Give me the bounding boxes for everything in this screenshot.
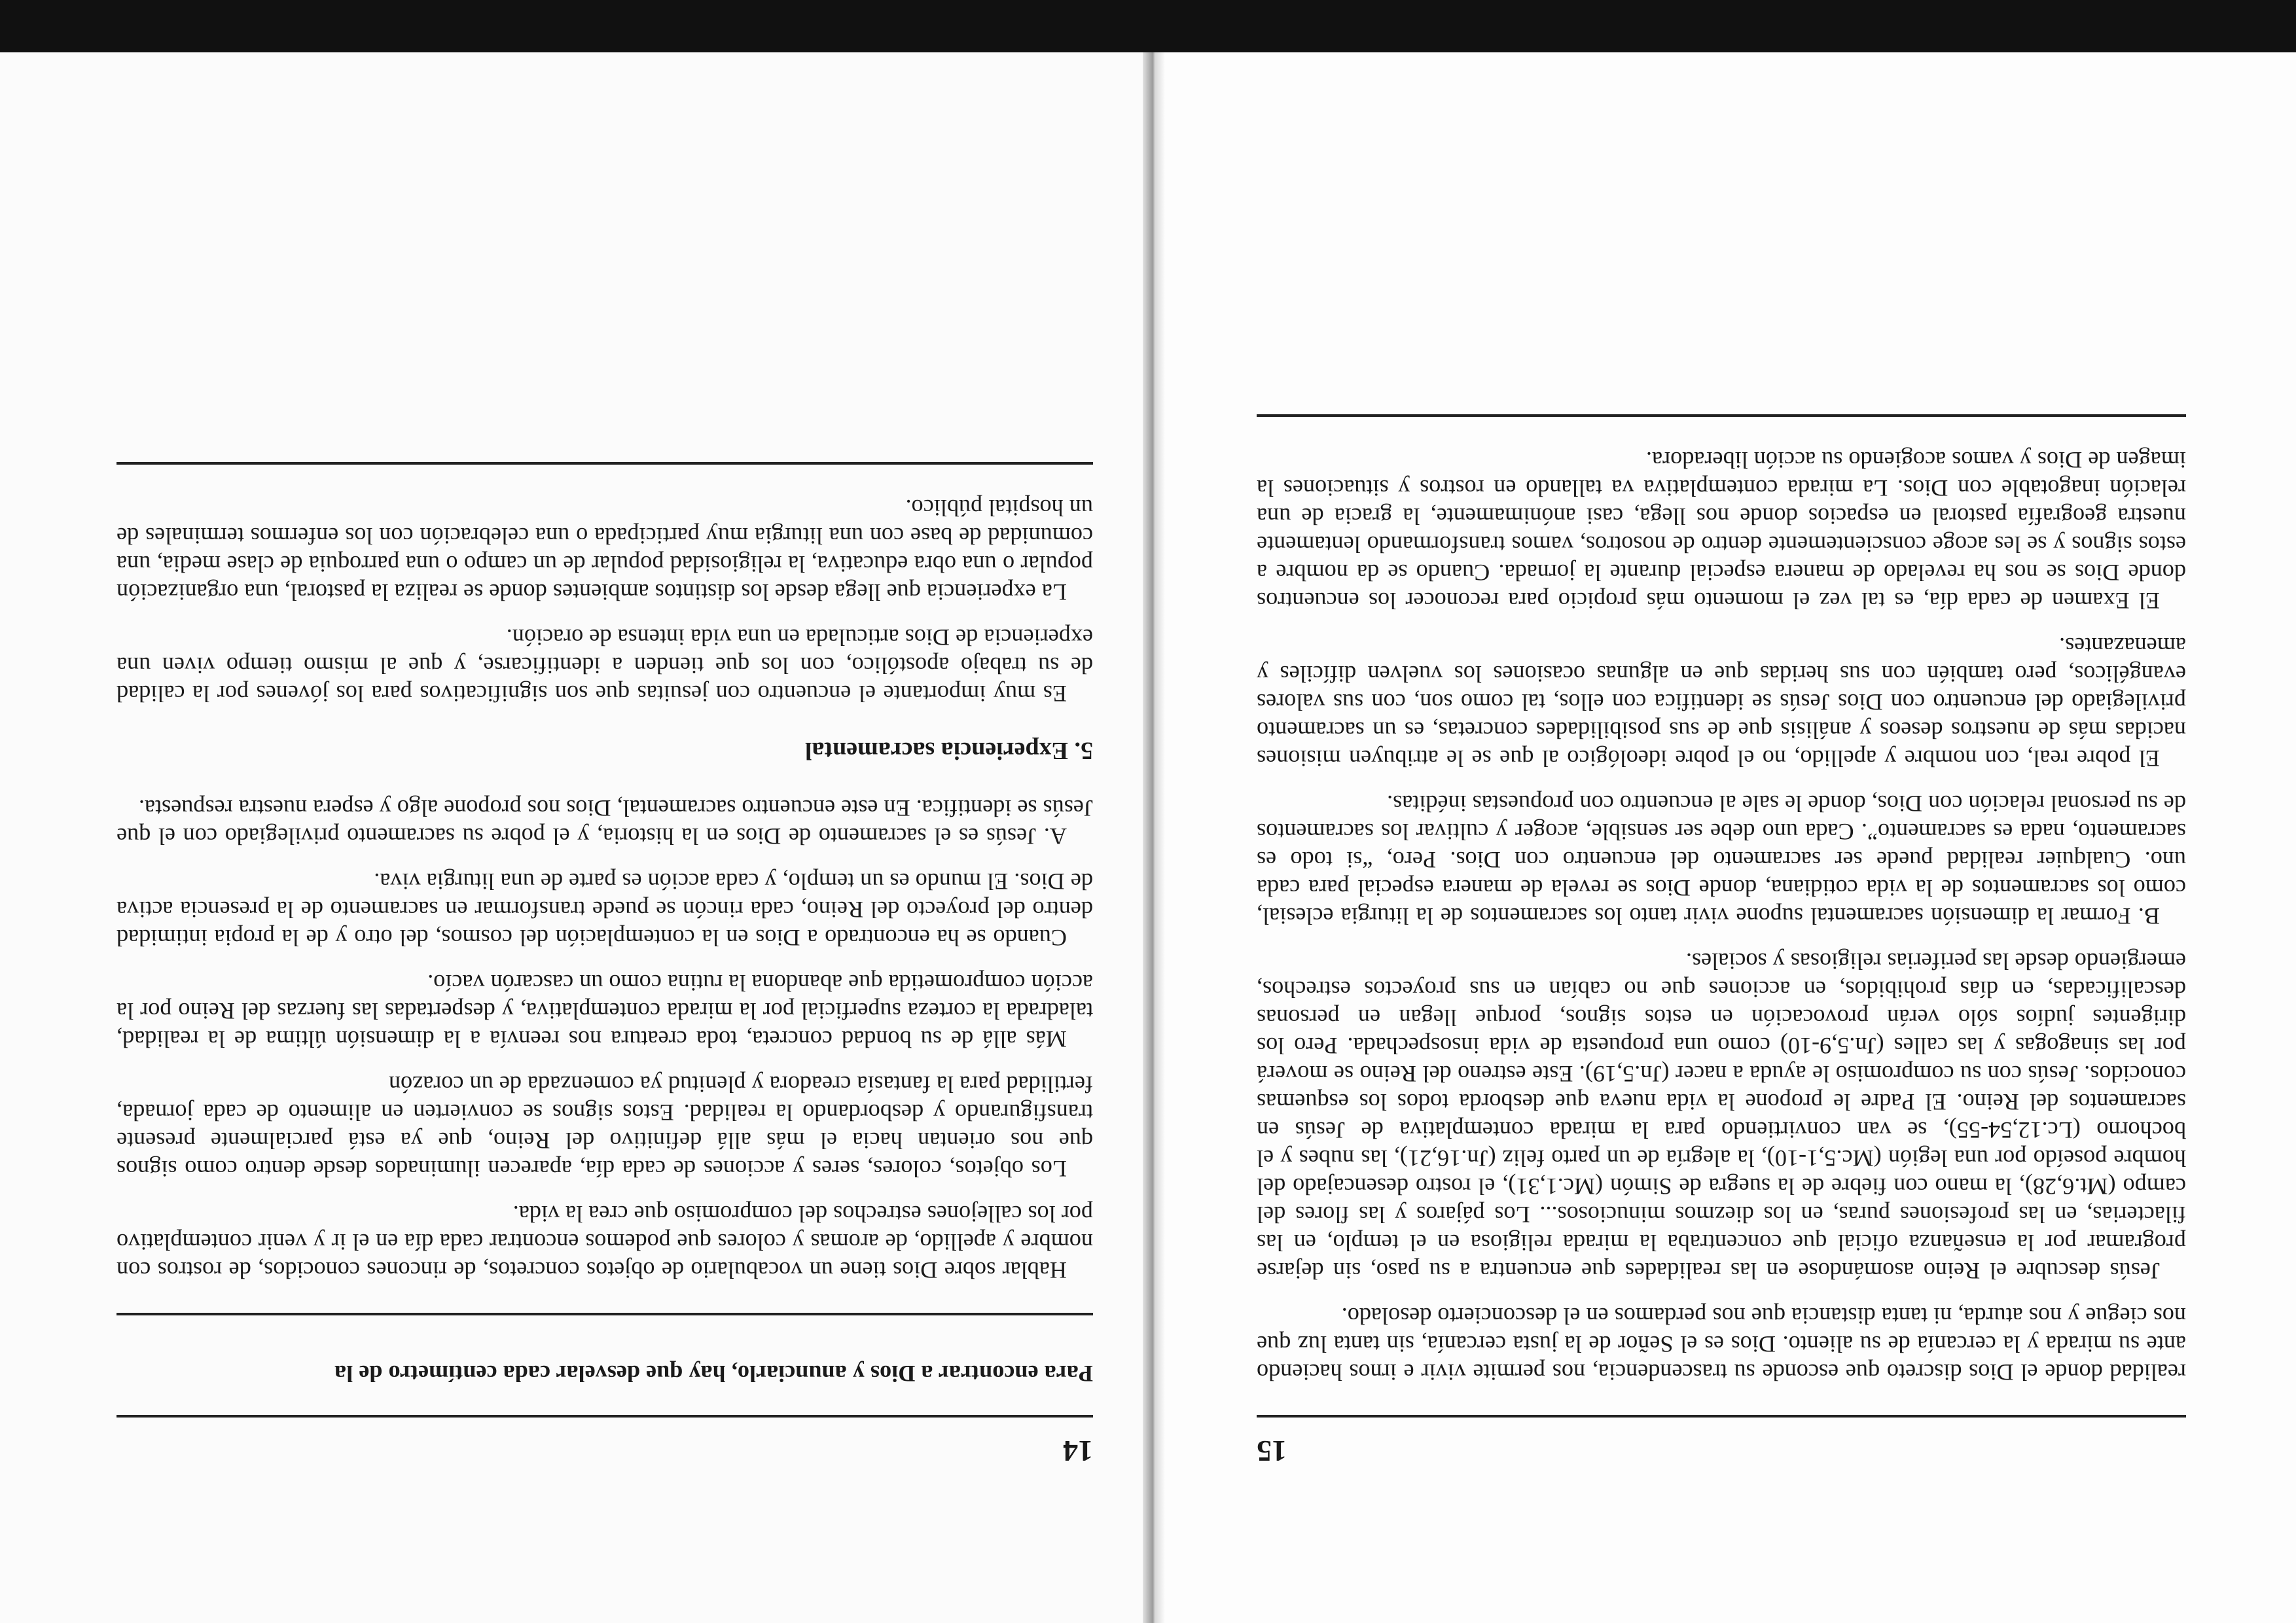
paragraph: Más allá de su bondad concreta, toda creatura nos reenvía a la dimensión última de la realidad, taladrada la corteza superficial por la mirada contemplativa, y despertadas las fuerzas del Reino por la acción comprometida que abandona la rutina como un cascarón vacío. xyxy=(117,970,1093,1052)
paragraph-b: B. Formar la dimensión sacramental supone vivir tanto los sacramentos de la liturgia eclesial, como los sacramentos de la vida cotidiana, donde Dios se revela de manera especial para cada uno. Cualquier realidad puede ser sacramento del encuentro con Dios. Pero, “si todo es sacramento, nada es sacramento”. Cada uno debe ser sensible, acoger y cultivar los sacramentos de su personal relación con Dios, donde le sale al encuentro con propuestas inéditas. xyxy=(1257,791,2186,929)
paragraph-a: A. Jesús es el sacramento de Dios en la historia, y el pobre su sacramento privilegiado con el que Jesús se identifica. En este encuentro sacramental, Dios nos propone algo y espera nuestra respuesta. xyxy=(117,795,1093,849)
header-rule xyxy=(117,1415,1093,1418)
book-gutter xyxy=(1143,52,1165,1623)
page-number-15: 15 xyxy=(1257,1435,1287,1468)
page-14-paragraphs xyxy=(117,493,1093,1284)
page-15-body xyxy=(1257,446,2186,1386)
paragraph: Jesús descubre el Reino asomándose en las realidades que encuentra a su paso, sin dejarse programar por la enseñanza oficial que concentraba la mirada religiosa en el templo, en las filacterias, en las profesiones puras, en los diezmos minuciosos... Los pájaros y las flores del campo (Mt.6,28), la mano con fiebre de la suegra de Simón (Mc.1,31), el rostro desencajado del hombre poseído por una legión (Mc.5,1-10), la alegría de un parto feliz (Jn.16,21), las nubes y el bochorno (Lc.12,54-55), se van convirtiendo para la mirada contemplativa de Jesús en sacramentos del Reino. El Padre le propone la vida nueva que desborda todos los esquemas conocidos. Jesús con su compromiso le ayuda a nacer (Jn.5,19). Este estreno del Reino se moverá por las sinagogas y las calles (Jn.5,9-10) como una propuesta de vida insospechada. Pero los dirigentes judíos sólo verán provocación en estos signos, porque llegan en personas descalificadas, en días prohibidos, en acciones que no cabían en sus proyectos estrechos, emergiendo desde las periferias religiosas y sociales. xyxy=(1257,948,2186,1284)
paragraph: Hablar sobre Dios tiene un vocabulario de objetos concretos, de rincones conocidos, de rostros con nombre y apellido, de aromas y colores que podemos encontrar cada día en el ir y venir contemplativo por los callejones estrechos del compromiso que crea la vida. xyxy=(117,1201,1093,1283)
section-heading: 5. Experiencia sacramental xyxy=(804,737,1093,764)
header-rule-15 xyxy=(1257,1415,2186,1418)
page-14-main xyxy=(117,462,1093,1315)
divider-rule xyxy=(117,1313,1093,1315)
paragraph-continuation: realidad donde el Dios discreto que esconde su trascendencia, nos permite vivir e irnos haciendo ante su mirada y la cercanía de su aliento. Dios es el Señor de la justa cercanía, sin tanta luz que nos ciegue y nos aturda, ni tanta distancia que nos perdamos en el desconcierto desolado. xyxy=(1257,1303,2186,1385)
footer-rule-15 xyxy=(1257,414,2186,417)
paragraph: Los objetos, colores, seres y acciones de cada día, aparecen iluminados desde dentro como signos que nos orientan hacia el más allá definitivo del Reino, que ya está parcialmente presente transfigurando y desbordando la realidad. Estos signos se convierten en alimento de cada jornada, fertilidad para la fantasía creadora y plenitud ya comenzada de un corazón xyxy=(117,1071,1093,1182)
footer-rule-14 xyxy=(117,462,1093,465)
paragraph: Cuando se ha encontrado a Dios en la contemplación del cosmos, del otro y de la propia intimidad dentro del proyecto del Reino, cada rincón se puede transformar en sacramento de la presencia activa de Dios. El mundo es un templo, y cada acción es parte de una liturgia viva. xyxy=(117,868,1093,951)
page-15-column xyxy=(1257,414,2186,1466)
closing-bold-line: Para encontrar a Dios y anunciarlo, hay que desvelar cada centímetro de la xyxy=(334,1361,1093,1387)
page-number-14: 14 xyxy=(1063,1435,1093,1468)
paragraph: Es muy importante el encuentro con jesuitas que son significativos para los jóvenes por la calidad de su trabajo apostólico, con los que tienden a identificarse, y que al mismo tiempo viven una experiencia de Dios articulada en una vida intensa de oración. xyxy=(117,624,1093,707)
paragraph: El pobre real, con nombre y apellido, no el pobre ideológico al que se le atribuyen misiones nacidas más de nuestros deseos y análisis que de sus posibilidades concretas, es un sacramento privilegiado del encuentro con Dios Jesús se identifica con ellos, tal como son, con sus valores evangélicos, pero también con sus heridas que en algunas ocasiones los vuelven difíciles y amenazantes. xyxy=(1257,633,2186,772)
paragraph: El Examen de cada día, es tal vez el momento más propicio para reconocer los encuentros donde Dios se nos ha revelado de manera especial durante la jornada. Cuando se da nombre a estos signos y se les acoge conscientemente dentro de nosotros, vamos transformando lentamente nuestra geografía pastoral en espacios donde nos llega, casi anónimamente, la gracia de una relación inagotable con Dios. La mirada contemplativa va tallando en rostros y situaciones la imagen de Dios y vamos acogiendo su acción liberadora. xyxy=(1257,447,2186,614)
page-14-column xyxy=(117,1386,1093,1466)
page-14-body-column xyxy=(117,1359,1093,1387)
page-14-text xyxy=(117,1359,1093,1387)
paragraph: La experiencia que llega desde los distintos ambientes donde se realiza la pastoral, una organización popular o una obra educativa, la religiosidad popular de un campo o una parroquia de clase media, una comunidad de base con una liturgia muy participada o una celebración con los enfermos terminales de un hospital público. xyxy=(117,495,1093,605)
